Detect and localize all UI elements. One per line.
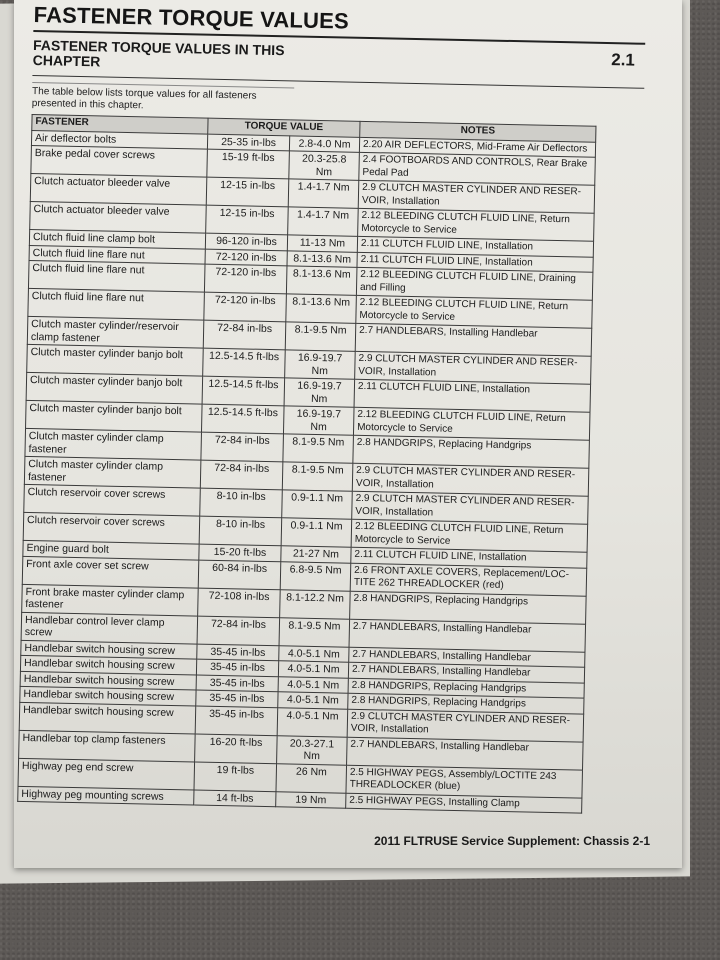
cell-notes: 2.8 HANDGRIPS, Replacing Handgrips — [348, 693, 584, 713]
cell-torque-imperial: 96-120 in-lbs — [205, 233, 287, 250]
cell-torque-imperial: 72-120 in-lbs — [205, 249, 287, 266]
cell-torque-metric: 8.1-13.6 Nm — [287, 250, 357, 267]
cell-notes: 2.11 CLUTCH FLUID LINE, Installation — [357, 252, 593, 272]
cell-torque-metric: 0.9-1.1 Nm — [282, 490, 353, 519]
cell-fastener: Highway peg mounting screws — [18, 786, 194, 805]
cell-fastener: Clutch actuator bleeder valve — [30, 173, 207, 205]
cell-torque-metric: 4.0-5.1 Nm — [278, 661, 348, 678]
cell-torque-metric: 8.1-9.5 Nm — [279, 617, 350, 646]
cell-torque-imperial: 14 ft-lbs — [194, 790, 276, 807]
cell-torque-imperial: 12-15 in-lbs — [206, 177, 289, 207]
cell-torque-metric: 4.0-5.1 Nm — [277, 707, 348, 736]
cell-torque-imperial: 35-45 in-lbs — [195, 706, 278, 736]
cell-torque-imperial: 72-120 in-lbs — [204, 264, 287, 294]
cell-fastener: Handlebar control lever clamp screw — [21, 612, 198, 644]
cell-torque-metric: 6.8-9.5 Nm — [280, 561, 351, 590]
cell-notes: 2.9 CLUTCH MASTER CYLINDER AND RESER-VOIR, Installation — [358, 180, 595, 213]
cell-fastener: Handlebar switch housing screw — [20, 655, 196, 674]
cell-notes: 2.8 HANDGRIPS, Replacing Handgrips — [350, 591, 587, 624]
cell-notes: 2.8 HANDGRIPS, Replacing Handgrips — [353, 435, 590, 468]
cell-torque-metric: 16.9-19.7 Nm — [284, 378, 355, 407]
cell-torque-metric: 20.3-25.8 Nm — [289, 151, 360, 180]
cell-torque-imperial: 15-20 ft-lbs — [199, 544, 281, 561]
cell-fastener: Front axle cover set screw — [22, 556, 199, 588]
cell-torque-imperial: 19 ft-lbs — [194, 762, 277, 792]
cell-fastener: Air deflector bolts — [31, 130, 207, 149]
cell-torque-imperial: 8-10 in-lbs — [199, 516, 282, 546]
cell-fastener: Clutch fluid line flare nut — [29, 245, 205, 264]
cell-torque-metric: 4.0-5.1 Nm — [278, 692, 348, 709]
cell-fastener: Clutch master cylinder/reservoir clamp fastener — [27, 316, 204, 348]
cell-torque-imperial: 12-15 in-lbs — [206, 205, 289, 235]
cell-torque-metric: 21-27 Nm — [281, 546, 351, 563]
cell-fastener: Clutch master cylinder clamp fastener — [24, 456, 201, 488]
cell-fastener: Clutch actuator bleeder valve — [30, 201, 207, 233]
cell-fastener: Highway peg end screw — [18, 758, 195, 790]
cell-fastener: Clutch master cylinder banjo bolt — [26, 400, 203, 432]
cell-torque-metric: 2.8-4.0 Nm — [289, 135, 359, 152]
cell-torque-metric: 8.1-9.5 Nm — [285, 322, 356, 351]
cell-notes: 2.12 BLEEDING CLUTCH FLUID LINE, Return Motorcycle to Service — [356, 295, 593, 328]
cell-notes: 2.5 HIGHWAY PEGS, Assembly/LOCTITE 243 THREADLOCKER (blue) — [346, 765, 583, 798]
cell-torque-imperial: 72-120 in-lbs — [204, 292, 287, 322]
cell-notes: 2.8 HANDGRIPS, Replacing Handgrips — [348, 678, 584, 698]
cell-torque-imperial: 25-35 in-lbs — [207, 134, 289, 151]
cell-notes: 2.20 AIR DEFLECTORS, Mid-Frame Air Deflectors — [359, 137, 595, 157]
cell-notes: 2.6 FRONT AXLE COVERS, Replacement/LOC-TITE 262 THREADLOCKER (red) — [350, 563, 587, 596]
cell-torque-metric: 4.0-5.1 Nm — [278, 676, 348, 693]
cell-notes: 2.9 CLUTCH MASTER CYLINDER AND RESER-VOIR, Installation — [352, 491, 589, 524]
cell-notes: 2.9 CLUTCH MASTER CYLINDER AND RESER-VOIR, Installation — [347, 709, 584, 742]
cell-notes: 2.12 BLEEDING CLUTCH FLUID LINE, Return Motorcycle to Service — [351, 519, 588, 552]
page-content — [17, 0, 646, 815]
section-title: FASTENER TORQUE VALUES IN THIS CHAPTER — [32, 36, 285, 70]
cell-torque-imperial: 35-45 in-lbs — [196, 659, 278, 676]
header-notes: NOTES — [360, 121, 596, 141]
torque-table — [17, 114, 596, 814]
cell-notes: 2.7 HANDLEBARS, Installing Handlebar — [355, 323, 592, 356]
cell-fastener: Handlebar top clamp fasteners — [19, 730, 196, 762]
cell-notes: 2.7 HANDLEBARS, Installing Handlebar — [349, 619, 586, 652]
cell-fastener: Clutch master cylinder clamp fastener — [25, 428, 202, 460]
cell-torque-metric: 20.3-27.1 Nm — [277, 735, 348, 764]
cell-torque-imperial: 12.5-14.5 ft-lbs — [202, 376, 285, 406]
cell-notes: 2.7 HANDLEBARS, Installing Handlebar — [347, 737, 584, 770]
cell-torque-imperial: 35-45 in-lbs — [197, 644, 279, 661]
cell-torque-metric: 8.1-12.2 Nm — [280, 589, 351, 618]
cell-torque-imperial: 72-84 in-lbs — [203, 320, 286, 350]
cell-fastener: Clutch master cylinder banjo bolt — [27, 344, 204, 376]
cell-torque-metric: 11-13 Nm — [287, 235, 357, 252]
cell-fastener: Clutch reservoir cover screws — [23, 512, 200, 544]
header-fastener: FASTENER — [32, 114, 208, 133]
cell-notes: 2.9 CLUTCH MASTER CYLINDER AND RESER-VOIR, Installation — [355, 351, 592, 384]
section-number: 2.1 — [611, 50, 636, 70]
cell-torque-metric: 16.9-19.7 Nm — [283, 406, 354, 435]
cell-torque-imperial: 35-45 in-lbs — [196, 675, 278, 692]
cell-torque-metric: 19 Nm — [276, 791, 346, 808]
cell-torque-metric: 26 Nm — [276, 763, 347, 792]
cell-torque-imperial: 72-84 in-lbs — [201, 432, 284, 462]
cell-notes: 2.12 BLEEDING CLUTCH FLUID LINE, Draining and Filling — [356, 267, 593, 300]
cell-notes: 2.12 BLEEDING CLUTCH FLUID LINE, Return Motorcycle to Service — [358, 208, 595, 241]
cell-torque-metric: 16.9-19.7 Nm — [285, 350, 356, 379]
cell-torque-metric: 8.1-9.5 Nm — [283, 434, 354, 463]
cell-fastener: Clutch reservoir cover screws — [24, 484, 201, 516]
cell-fastener: Clutch fluid line flare nut — [28, 288, 205, 320]
cell-fastener: Handlebar switch housing screw — [20, 686, 196, 705]
cell-torque-metric: 0.9-1.1 Nm — [281, 518, 352, 547]
cell-torque-imperial: 72-84 in-lbs — [200, 460, 283, 490]
page-title: FASTENER TORQUE VALUES — [33, 1, 350, 34]
cell-fastener: Brake pedal cover screws — [31, 145, 208, 177]
cell-torque-imperial: 15-19 ft-lbs — [207, 149, 290, 179]
page-footer: 2011 FLTRUSE Service Supplement: Chassis 2-1 — [374, 834, 650, 848]
cell-torque-metric: 8.1-13.6 Nm — [286, 266, 357, 295]
cell-notes: 2.11 CLUTCH FLUID LINE, Installation — [354, 379, 591, 412]
cell-notes: 2.12 BLEEDING CLUTCH FLUID LINE, Return Motorcycle to Service — [353, 407, 590, 440]
cell-torque-metric: 8.1-9.5 Nm — [282, 462, 353, 491]
cell-notes: 2.7 HANDLEBARS, Installing Handlebar — [348, 662, 584, 682]
cell-torque-imperial: 12.5-14.5 ft-lbs — [203, 348, 286, 378]
cell-torque-metric: 1.4-1.7 Nm — [288, 179, 359, 208]
cell-torque-metric: 4.0-5.1 Nm — [279, 645, 349, 662]
cell-fastener: Clutch master cylinder banjo bolt — [26, 372, 203, 404]
cell-fastener: Clutch fluid line clamp bolt — [29, 229, 205, 248]
intro-text: The table below lists torque values for all fasteners presented in this chapter. — [32, 82, 295, 115]
cell-notes: 2.4 FOOTBOARDS AND CONTROLS, Rear Brake Pedal Pad — [359, 152, 596, 185]
cell-torque-imperial: 12.5-14.5 ft-lbs — [201, 404, 284, 434]
cell-fastener: Handlebar switch housing screw — [19, 702, 196, 734]
cell-fastener: Engine guard bolt — [23, 540, 199, 559]
table-body — [18, 130, 596, 813]
cell-fastener: Handlebar switch housing screw — [20, 671, 196, 690]
cell-torque-imperial: 72-84 in-lbs — [197, 616, 280, 646]
cell-notes: 2.11 CLUTCH FLUID LINE, Installation — [351, 547, 587, 567]
header-torque: TORQUE VALUE — [208, 118, 360, 137]
cell-notes: 2.5 HIGHWAY PEGS, Installing Clamp — [346, 793, 582, 813]
cell-torque-metric: 8.1-13.6 Nm — [286, 294, 357, 323]
cell-torque-imperial: 60-84 in-lbs — [198, 560, 281, 590]
cell-fastener: Front brake master cylinder clamp fastener — [22, 584, 199, 616]
cell-torque-imperial: 35-45 in-lbs — [196, 690, 278, 707]
cell-fastener: Handlebar switch housing screw — [21, 640, 197, 659]
manual-page — [14, 0, 682, 868]
cell-torque-imperial: 8-10 in-lbs — [200, 488, 283, 518]
cell-notes: 2.7 HANDLEBARS, Installing Handlebar — [349, 647, 585, 667]
cell-torque-metric: 1.4-1.7 Nm — [288, 207, 359, 236]
cell-torque-imperial: 72-108 in-lbs — [198, 588, 281, 618]
cell-fastener: Clutch fluid line flare nut — [28, 260, 205, 292]
cell-notes: 2.9 CLUTCH MASTER CYLINDER AND RESER-VOIR, Installation — [352, 463, 589, 496]
cell-torque-imperial: 16-20 ft-lbs — [195, 734, 278, 764]
cell-notes: 2.11 CLUTCH FLUID LINE, Installation — [357, 236, 593, 256]
